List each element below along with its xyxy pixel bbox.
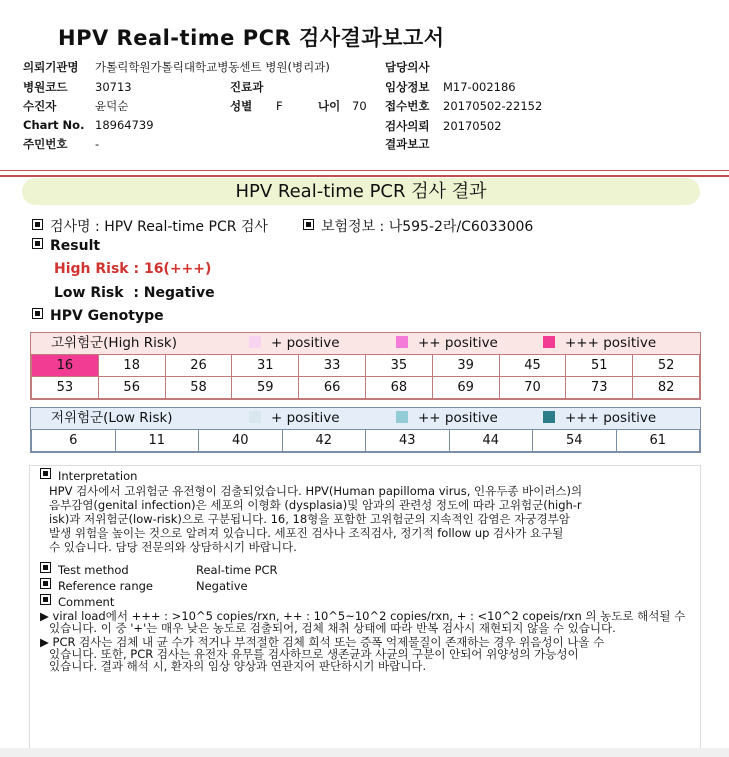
genotype-cell: 39 bbox=[432, 355, 499, 377]
doctor-label: 담당의사 bbox=[385, 60, 430, 74]
genotype-cell: 44 bbox=[449, 430, 533, 452]
genotype-cell: 26 bbox=[165, 355, 232, 377]
request-row bbox=[385, 118, 502, 134]
interpretation-line: isk)과 저위험군(low-risk)으로 구분됩니다. 16, 18형을 포함한 고위험군의 지속적인 감염은 자궁경부암 bbox=[49, 512, 570, 526]
interpretation-text bbox=[49, 484, 582, 554]
request-label: 검사의뢰 bbox=[385, 119, 430, 133]
test-name-row bbox=[32, 216, 268, 236]
legend-plus2 bbox=[396, 333, 498, 354]
report-title: HPV Real-time PCR 검사결과보고서 bbox=[58, 26, 445, 50]
result-heading-row bbox=[32, 238, 100, 254]
high-risk-header bbox=[31, 333, 700, 354]
legend-swatch bbox=[249, 336, 261, 348]
legend-label: ++ positive bbox=[418, 410, 498, 426]
receipt-value: 20170502-22152 bbox=[443, 99, 543, 113]
hospital-code-label: 병원코드 bbox=[23, 80, 68, 94]
genotype-cell: 52 bbox=[633, 355, 700, 377]
legend-swatch bbox=[249, 411, 261, 423]
dept-label: 진료과 bbox=[230, 80, 264, 94]
high-risk-result: High Risk : 16(+++) bbox=[54, 261, 212, 277]
legend-swatch bbox=[543, 336, 555, 348]
sex-value: F bbox=[276, 99, 283, 113]
square-bullet-icon bbox=[32, 219, 43, 230]
divider-line-thick bbox=[0, 175, 729, 177]
request-value: 20170502 bbox=[443, 119, 502, 133]
institution-row bbox=[23, 59, 330, 75]
genotype-cell: 33 bbox=[299, 355, 366, 377]
legend-label: +++ positive bbox=[565, 410, 657, 426]
interpretation-line: HPV 검사에서 고위험군 유전형이 검출되었습니다. HPV(Human papilloma virus, 인유두종 바이러스)의 bbox=[49, 484, 583, 498]
genotype-cell: 70 bbox=[499, 377, 566, 399]
range-value: Negative bbox=[196, 579, 248, 593]
result-report-label: 결과보고 bbox=[385, 137, 430, 151]
low-risk-result: Low Risk : Negative bbox=[54, 285, 215, 301]
genotype-cell: 31 bbox=[232, 355, 299, 377]
genotype-cell: 18 bbox=[98, 355, 165, 377]
square-bullet-icon bbox=[40, 578, 51, 589]
high-risk-table bbox=[31, 354, 700, 399]
low-risk-label: 저위험군(Low Risk) bbox=[51, 410, 173, 426]
genotype-cell: 82 bbox=[633, 377, 700, 399]
arrow-bullet-icon: ▶ bbox=[40, 609, 49, 623]
genotype-cell: 56 bbox=[98, 377, 165, 399]
comment-line: PCR 검사는 검체 내 균 수가 적거나 부적절한 검체 희석 또는 증폭 억제물질이 존재하는 경우 위음성이 나올 수 bbox=[52, 635, 605, 649]
square-bullet-icon bbox=[32, 238, 43, 249]
test-name: 검사명 : HPV Real-time PCR 검사 bbox=[50, 219, 268, 235]
result-heading: Result bbox=[50, 238, 101, 254]
interpretation-box bbox=[29, 465, 701, 757]
id-label: 주민번호 bbox=[23, 137, 68, 151]
low-risk-grid bbox=[30, 407, 701, 453]
age-value: 70 bbox=[352, 99, 367, 113]
patient-row bbox=[23, 98, 128, 114]
comment-line: 있습니다. 결과 해석 시, 환자의 임상 양상과 연관지어 판단하시기 바랍니다. bbox=[49, 659, 427, 673]
table-row bbox=[32, 430, 700, 452]
genotype-cell: 45 bbox=[499, 355, 566, 377]
square-bullet-icon bbox=[303, 219, 314, 230]
genotype-cell: 54 bbox=[533, 430, 617, 452]
chart-row bbox=[23, 118, 154, 132]
method-value: Real-time PCR bbox=[196, 563, 278, 577]
interpretation-line: 음부감염(genital infection)은 세포의 이형화 (dysplasia)및 암과의 관련성 정도에 따라 고위험군(high-r bbox=[49, 498, 582, 512]
legend-label: +++ positive bbox=[565, 335, 657, 351]
range-row bbox=[40, 578, 248, 593]
age-row bbox=[318, 98, 367, 114]
range-label: Reference range bbox=[58, 579, 154, 593]
id-value: - bbox=[95, 137, 100, 151]
result-report-row bbox=[385, 136, 443, 152]
genotype-cell: 40 bbox=[199, 430, 283, 452]
genotype-heading-row bbox=[32, 308, 164, 324]
genotype-cell: 61 bbox=[616, 430, 700, 452]
genotype-cell: 6 bbox=[32, 430, 116, 452]
genotype-cell: 51 bbox=[566, 355, 633, 377]
genotype-cell: 11 bbox=[115, 430, 199, 452]
square-bullet-icon bbox=[40, 594, 51, 605]
comment-line: 있습니다. 또한, PCR 검사는 유전자 유무를 검사하므로 생존균과 사균의 구분이 안되어 위양성의 가능성이 bbox=[49, 647, 579, 661]
hospital-code-row bbox=[23, 79, 132, 95]
sex-row bbox=[230, 98, 283, 114]
interpretation-line: 발생 위험을 높이는 것으로 알려져 있습니다. 세포진 검사나 조직검사, 정기적 follow up 검사가 요구될 bbox=[49, 526, 564, 540]
genotype-cell: 68 bbox=[365, 377, 432, 399]
genotype-cell: 59 bbox=[232, 377, 299, 399]
comment-heading: Comment bbox=[58, 595, 115, 609]
square-bullet-icon bbox=[40, 562, 51, 573]
genotype-cell: 69 bbox=[432, 377, 499, 399]
method-row bbox=[40, 562, 278, 577]
high-risk-label: 고위험군(High Risk) bbox=[51, 335, 177, 351]
clinical-value: M17-002186 bbox=[443, 80, 516, 94]
legend-label: + positive bbox=[271, 335, 340, 351]
patient-value: 윤덕순 bbox=[95, 99, 129, 113]
square-bullet-icon bbox=[40, 468, 51, 479]
comment-2 bbox=[40, 636, 604, 672]
doctor-row bbox=[385, 59, 443, 75]
comment-heading-row bbox=[40, 594, 114, 609]
legend-plus2 bbox=[396, 408, 498, 429]
age-label: 나이 bbox=[318, 99, 341, 113]
divider-line bbox=[0, 170, 729, 171]
genotype-cell: 42 bbox=[282, 430, 366, 452]
method-label: Test method bbox=[58, 563, 129, 577]
chart-label: Chart No. bbox=[23, 118, 85, 132]
genotype-cell: 58 bbox=[165, 377, 232, 399]
interpretation-line: 수 있습니다. 담당 전문의와 상담하시기 바랍니다. bbox=[49, 540, 297, 554]
interpretation-heading-row bbox=[40, 468, 137, 483]
legend-swatch bbox=[396, 336, 408, 348]
institution-label: 의뢰기관명 bbox=[23, 60, 79, 74]
genotype-heading: HPV Genotype bbox=[50, 308, 164, 324]
chart-value: 18964739 bbox=[95, 118, 154, 132]
genotype-cell: 53 bbox=[32, 377, 99, 399]
legend-swatch bbox=[543, 411, 555, 423]
table-row bbox=[32, 377, 700, 399]
patient-label: 수진자 bbox=[23, 99, 57, 113]
clinical-row bbox=[385, 79, 516, 95]
clinical-label: 임상정보 bbox=[385, 80, 430, 94]
table-row bbox=[32, 355, 700, 377]
dept-row bbox=[230, 79, 263, 95]
genotype-cell: 43 bbox=[366, 430, 450, 452]
arrow-bullet-icon: ▶ bbox=[40, 635, 49, 649]
legend-label: + positive bbox=[271, 410, 340, 426]
square-bullet-icon bbox=[32, 308, 43, 319]
genotype-cell: 66 bbox=[299, 377, 366, 399]
genotype-cell: 73 bbox=[566, 377, 633, 399]
comment-line: viral load에서 +++ : >10^5 copies/rxn, ++ : 10^5~10^2 copies/rxn, + : <10^2 copeis/rxn 의 농도로 해석될 수 bbox=[52, 609, 686, 623]
legend-plus3 bbox=[543, 333, 656, 354]
low-risk-table bbox=[31, 429, 700, 452]
insurance-row bbox=[303, 216, 533, 236]
legend-plus3 bbox=[543, 408, 656, 429]
institution-value: 가톨릭학원가톨릭대학교병동센트 병원(병리과) bbox=[95, 60, 330, 74]
hospital-code-value: 30713 bbox=[95, 80, 132, 94]
sex-label: 성별 bbox=[230, 99, 253, 113]
comment-line: 있습니다. 이 중 '+'는 매우 낮은 농도로 검출되어, 검체 채취 상태에 따라 반복 검사시 재현되지 않을 수 있습니다. bbox=[49, 621, 616, 635]
page-bottom-bar bbox=[0, 748, 729, 757]
legend-swatch bbox=[396, 411, 408, 423]
results-banner: HPV Real-time PCR 검사 결과 bbox=[22, 178, 700, 205]
interpretation-heading: Interpretation bbox=[58, 469, 138, 483]
legend-plus bbox=[249, 333, 340, 354]
id-row bbox=[23, 136, 99, 152]
insurance-info: 보험정보 : 나595-2라/C6033006 bbox=[321, 219, 534, 235]
genotype-cell-positive: 16 bbox=[32, 355, 99, 377]
genotype-cell: 35 bbox=[365, 355, 432, 377]
legend-label: ++ positive bbox=[418, 335, 498, 351]
receipt-label: 접수번호 bbox=[385, 99, 430, 113]
comment-1 bbox=[40, 610, 685, 634]
high-risk-grid bbox=[30, 332, 701, 400]
low-risk-header bbox=[31, 408, 700, 429]
receipt-row bbox=[385, 98, 542, 114]
legend-plus bbox=[249, 408, 340, 429]
